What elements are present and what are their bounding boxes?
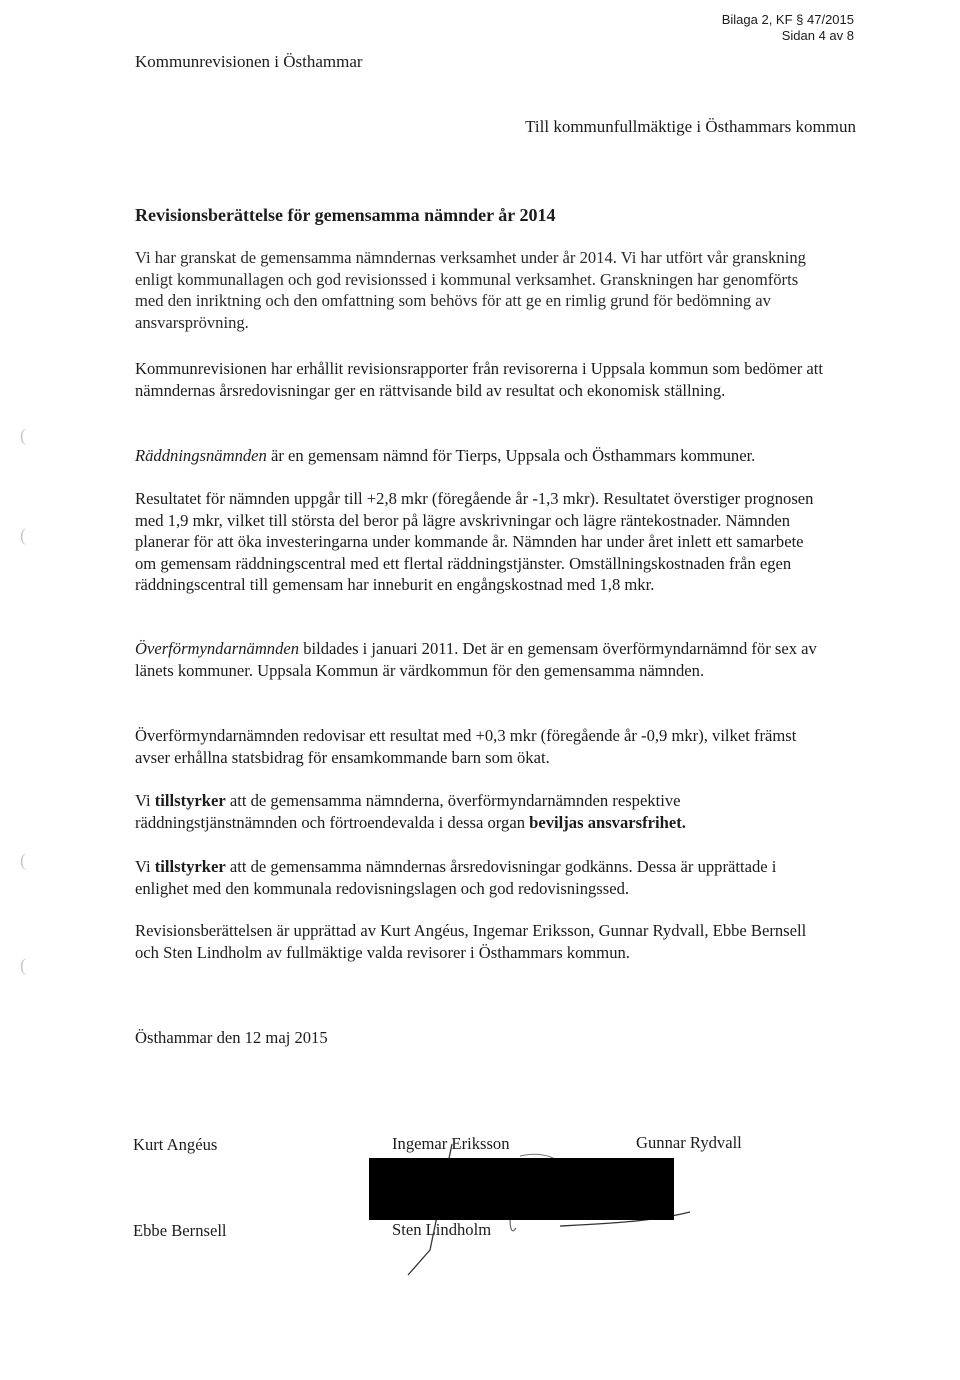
- paragraph-text: att de gemensamma nämnderna, överförmyndarnämnden respektive räddningstjänstnämnden och förtroendevalda i dessa organ: [135, 791, 681, 832]
- paragraph-overformyndarnamnden-intro: [135, 638, 825, 681]
- sender-name: Kommunrevisionen i Östhammar: [135, 52, 363, 71]
- document-reference: [722, 12, 854, 44]
- paragraph-text: bildades i januari 2011. Det är en gemensam överförmyndarnämnd för sex av länets kommuner. Uppsala Kommun är värdkommun för den gemensamma nämnden.: [135, 639, 817, 680]
- scan-margin-mark: (: [20, 525, 26, 545]
- paragraph-authors: Revisionsberättelsen är upprättad av Kurt Angéus, Ingemar Eriksson, Gunnar Rydvall, Ebbe Bernsell och Sten Lindholm av fullmäktige valda revisorer i Östhammars kommun.: [135, 921, 807, 962]
- paragraph-text: är en gemensam nämnd för Tierps, Uppsala och Östhammars kommuner.: [266, 446, 756, 465]
- paragraph-raddningsnamnden-intro: [135, 445, 825, 467]
- signature-name: Sten Lindholm: [392, 1220, 492, 1239]
- redaction-box: [369, 1158, 674, 1220]
- signature-name: Ingemar Eriksson: [392, 1134, 510, 1153]
- committee-name-raddningsnamnden: Räddningsnämnden: [135, 446, 267, 465]
- paragraph-discharge-recommendation: [135, 790, 825, 833]
- scan-margin-mark: (: [20, 850, 26, 870]
- paragraph-text: Vi: [135, 791, 155, 810]
- signature-name: Gunnar Rydvall: [636, 1133, 742, 1152]
- emphasis-tillstyrker: tillstyrker: [154, 857, 226, 876]
- attachment-line: Bilaga 2, KF § 47/2015: [721, 12, 854, 27]
- paragraph-approval-recommendation: [135, 856, 825, 899]
- page-number: Sidan 4 av 8: [781, 28, 854, 43]
- emphasis-tillstyrker: tillstyrker: [154, 791, 226, 810]
- paragraph-audit-reports: Kommunrevisionen har erhållit revisionsrapporter från revisorerna i Uppsala kommun som bedömer att nämndernas årsredovisningar ger en rättvisande bild av resultat och ekonomisk ställning.: [135, 359, 823, 400]
- signature-name: Ebbe Bernsell: [133, 1221, 227, 1240]
- place-and-date: Östhammar den 12 maj 2015: [135, 1028, 328, 1047]
- paragraph-text: att de gemensamma nämndernas årsredovisningar godkänns. Dessa är upprättade i enlighet med den kommunala redovisningslagen och god redovisningssed.: [135, 857, 777, 898]
- scan-margin-mark: (: [20, 425, 26, 445]
- recipient-line: Till kommunfullmäktige i Östhammars kommun: [525, 117, 856, 136]
- paragraph-overformyndarnamnden-result: Överförmyndarnämnden redovisar ett resultat med +0,3 mkr (föregående år -0,9 mkr), vilket främst avser erhållna statsbidrag för ensamkommande barn som ökat.: [135, 726, 797, 767]
- paragraph-audit-scope: Vi har granskat de gemensamma nämndernas verksamhet under år 2014. Vi har utfört vår granskning enligt kommunallagen och god revisionssed i kommunal verksamhet. Granskningen har genomförts med den inriktning och den omfattning som behövs för att ge en rimlig grund för bedömning av ansvarsprövning.: [135, 248, 806, 332]
- scan-margin-mark: (: [20, 955, 26, 975]
- emphasis-ansvarsfrihet: beviljas ansvarsfrihet.: [529, 812, 686, 832]
- signature-name: Kurt Angéus: [133, 1135, 218, 1154]
- paragraph-text: Vi: [135, 857, 155, 876]
- committee-name-overformyndarnamnden: Överförmyndarnämnden: [135, 639, 300, 658]
- paragraph-raddningsnamnden-result: Resultatet för nämnden uppgår till +2,8 mkr (föregående år -1,3 mkr). Resultatet överstiger prognosen med 1,9 mkr, vilket till största del beror på lägre avskrivningar och lägre räntekostnader. Nämnden planerar för att öka investeringarna under kommande år. Nämnden har under året inlett ett samarbete om gemensam räddningscentral med ett flertal räddningstjänster. Omställningskostnaden från egen räddningscentral till gemensam har inneburit en engångskostnad med 1,8 mkr.: [135, 489, 814, 595]
- page-title: Revisionsberättelse för gemensamma nämnder år 2014: [135, 205, 556, 225]
